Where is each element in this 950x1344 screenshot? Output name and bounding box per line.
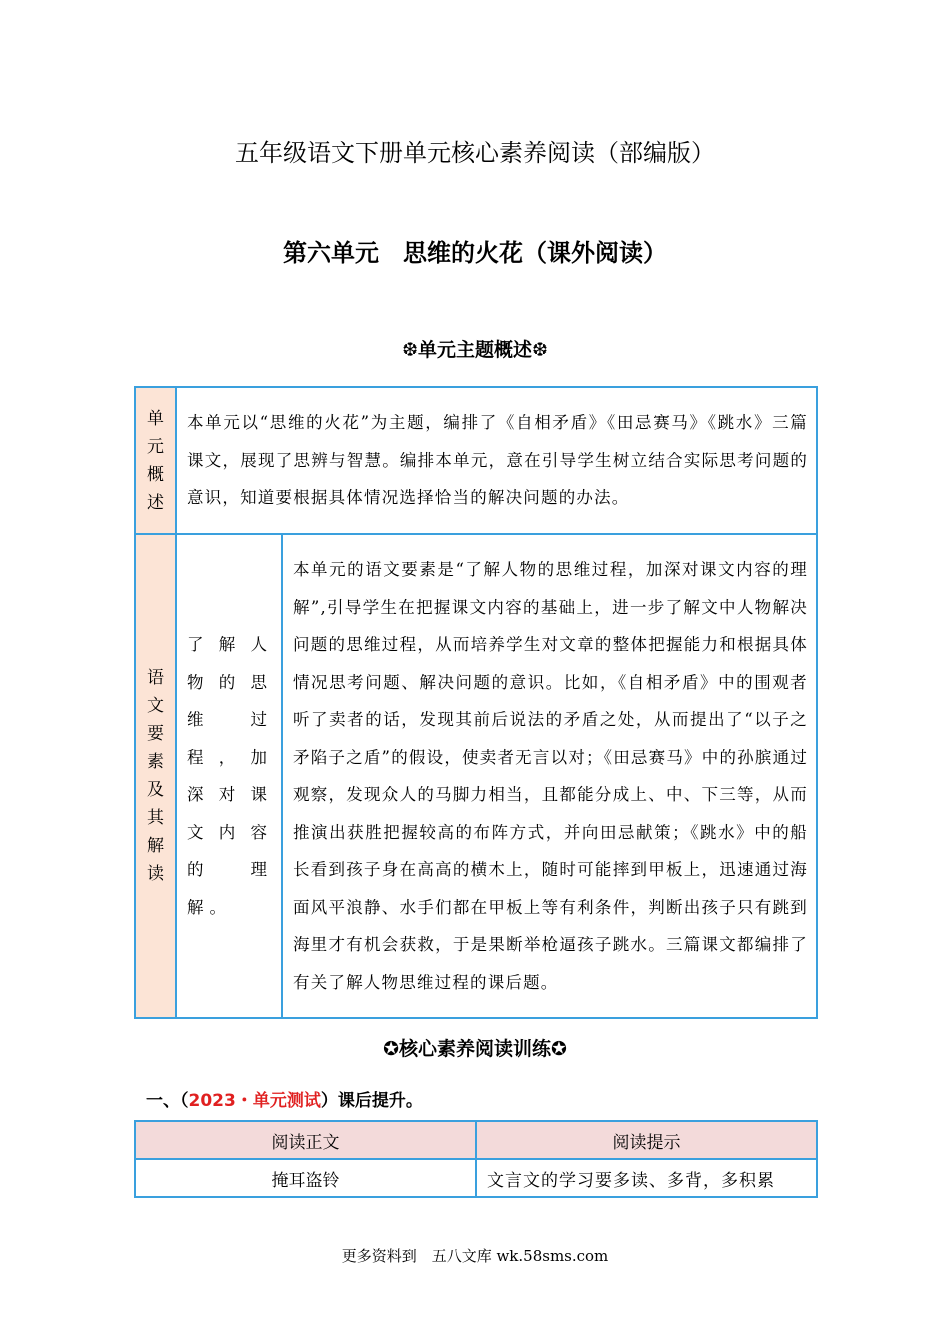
label-char: 要 xyxy=(147,724,164,744)
label-char: 其 xyxy=(147,808,164,828)
reading-table-row xyxy=(135,1159,817,1197)
footer-watermark: 更多资料到 五八文库 wk.58sms.com xyxy=(341,1247,609,1265)
label-char: 语 xyxy=(147,668,164,688)
elements-summary: 了解人物的思维过程，加深对课文内容的理解。 xyxy=(176,534,282,1018)
unit-overview-table xyxy=(134,386,818,1019)
label-char: 解 xyxy=(147,836,164,856)
elements-detail: 本单元的语文要素是“了解人物的思维过程，加深对课文内容的理解”,引导学生在把握课文内容的基础上，进一步了解文中人物解决问题的思维过程，从而培养学生对文章的整体把握能力和根据具体情况思考问题、解决问题的意识。比如，《自相矛盾》中的围观者听了卖者的话，发现其前后说法的矛盾之处，从而提出了“以子之矛陷子之盾”的假设，使卖者无言以对；《田忌赛马》中的孙膑通过观察，发现众人的马脚力相当，且都能分成上、中、下三等，从而推演出获胜把握较高的布阵方式，并向田忌献策；《跳水》中的船长看到孩子身在高高的横木上，随时可能摔到甲板上，迅速通过海面风平浪静、水手们都在甲板上等有利条件，判断出孩子只有跳到海里才有机会获救，于是果断举枪逼孩子跳水。三篇课文都编排了有关了解人物思维过程的课后题。 xyxy=(282,534,817,1018)
question-suffix: ）课后提升。 xyxy=(320,1091,423,1111)
label-char: 读 xyxy=(147,864,164,884)
header-cell: 阅读提示 xyxy=(476,1121,817,1159)
question-prefix: 一、（ xyxy=(146,1091,189,1111)
label-char: 素 xyxy=(147,752,164,772)
label-char: 单 xyxy=(147,408,164,429)
reading-table-header xyxy=(135,1121,817,1159)
elements-label xyxy=(135,534,176,1018)
overview-label xyxy=(135,387,176,534)
reading-table xyxy=(134,1120,818,1198)
overview-row xyxy=(135,387,817,534)
section-heading-overview: ❆单元主题概述❆ xyxy=(402,339,548,361)
label-char: 元 xyxy=(147,436,164,457)
reading-text-title: 掩耳盗铃 xyxy=(135,1159,476,1197)
overview-text: 本单元以“思维的火花”为主题，编排了《自相矛盾》《田忌赛马》《跳水》三篇课文，展现了思辨与智慧。编排本单元，意在引导学生树立结合实际思考问题的意识，知道要根据具体情况选择恰当的解决问题的办法。 xyxy=(176,387,817,534)
unit-subtitle: 第六单元 思维的火花（课外阅读） xyxy=(283,239,667,267)
header-cell: 阅读正文 xyxy=(135,1121,476,1159)
label-char: 文 xyxy=(147,696,164,716)
question-source: 2023・单元测试 xyxy=(188,1091,321,1111)
question-1-heading xyxy=(146,1086,423,1111)
elements-row xyxy=(135,534,817,1018)
label-char: 概 xyxy=(147,464,164,485)
section-heading-training: ✪核心素养阅读训练✪ xyxy=(383,1038,567,1060)
reading-tip: 文言文的学习要多读、多背，多积累 xyxy=(476,1159,817,1197)
label-char: 述 xyxy=(147,492,164,513)
label-char: 及 xyxy=(147,780,164,800)
document-title: 五年级语文下册单元核心素养阅读（部编版） xyxy=(235,139,715,167)
